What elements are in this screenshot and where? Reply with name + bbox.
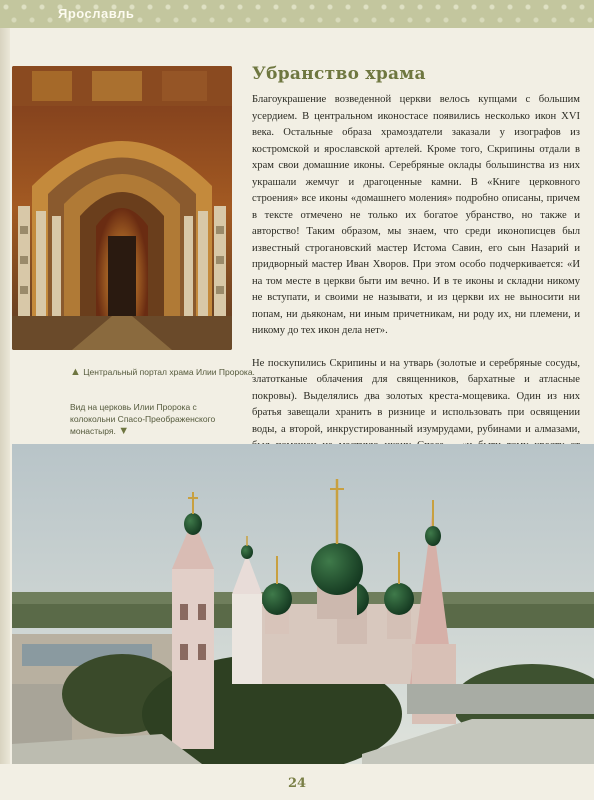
article-title: Убранство храма [252, 64, 426, 84]
portal-photo [12, 66, 232, 350]
caption-portal-text: Центральный портал храма Илии Пророка. [83, 367, 255, 377]
arrow-up-icon: ▲ [70, 366, 81, 378]
caption-portal [70, 366, 270, 378]
arrow-down-icon: ▼ [118, 425, 130, 437]
header-band [0, 0, 594, 28]
church-illustration [12, 444, 594, 764]
caption-church-text: Вид на церковь Илии Пророка с колокольни Спасо-Преображенского монастыря. [70, 402, 216, 436]
article-body [252, 92, 580, 504]
caption-church-view [70, 401, 238, 437]
section-title: Ярославль [58, 6, 135, 21]
page-edge [0, 28, 10, 800]
page-number: 24 [287, 776, 307, 791]
paragraph-2: Не поскупились Скрипины и на утварь (золотые и серебряные сосуды, златотканые облачения для священников, бархатные и атласные покровы). Выделялись два золотых креста-мощевика. Один из них братья завещали хранить в ризнице и использовать при освящении воды, а второй, инкрустированный изумрудами, рубинами и алмазами, [252, 357, 580, 435]
church-photo [12, 444, 594, 764]
paragraph-1: Благоукрашение возведенной церкви велось купцами с большим усердием. В центральном иконостасе появились несколько икон XVI века. Остальные образа храмоздатели заказали у изографов из костромской и ярославской артелей. Кроме того, Скрипины отдали в храм свои домашние иконы. Серебряные оклады большинства из них украшали жемчуг и драгоценные камни. В «Книге церковного строения» все иконы «домашнего моления» подробно описаны, причем в тексте отмечено не только их богатое убранство, но также и авторство! Таким образом, мы знаем, что среди иконописцев был известный строгановский мастер Истома Савин, его сын Назарий и придворный мастер Иван Хворов. При этом особо подчеркивается: «И на том месте в церкви быти им вечно. И в те иконы и складни никому не вступати, и своими не называти, и из церкви их не выносити ни попам, ни дьяконам, ни иным причетникам, ни роду их, ни племени, и никому до тех икон дела нет». [252, 94, 580, 336]
portal-illustration [12, 66, 232, 350]
